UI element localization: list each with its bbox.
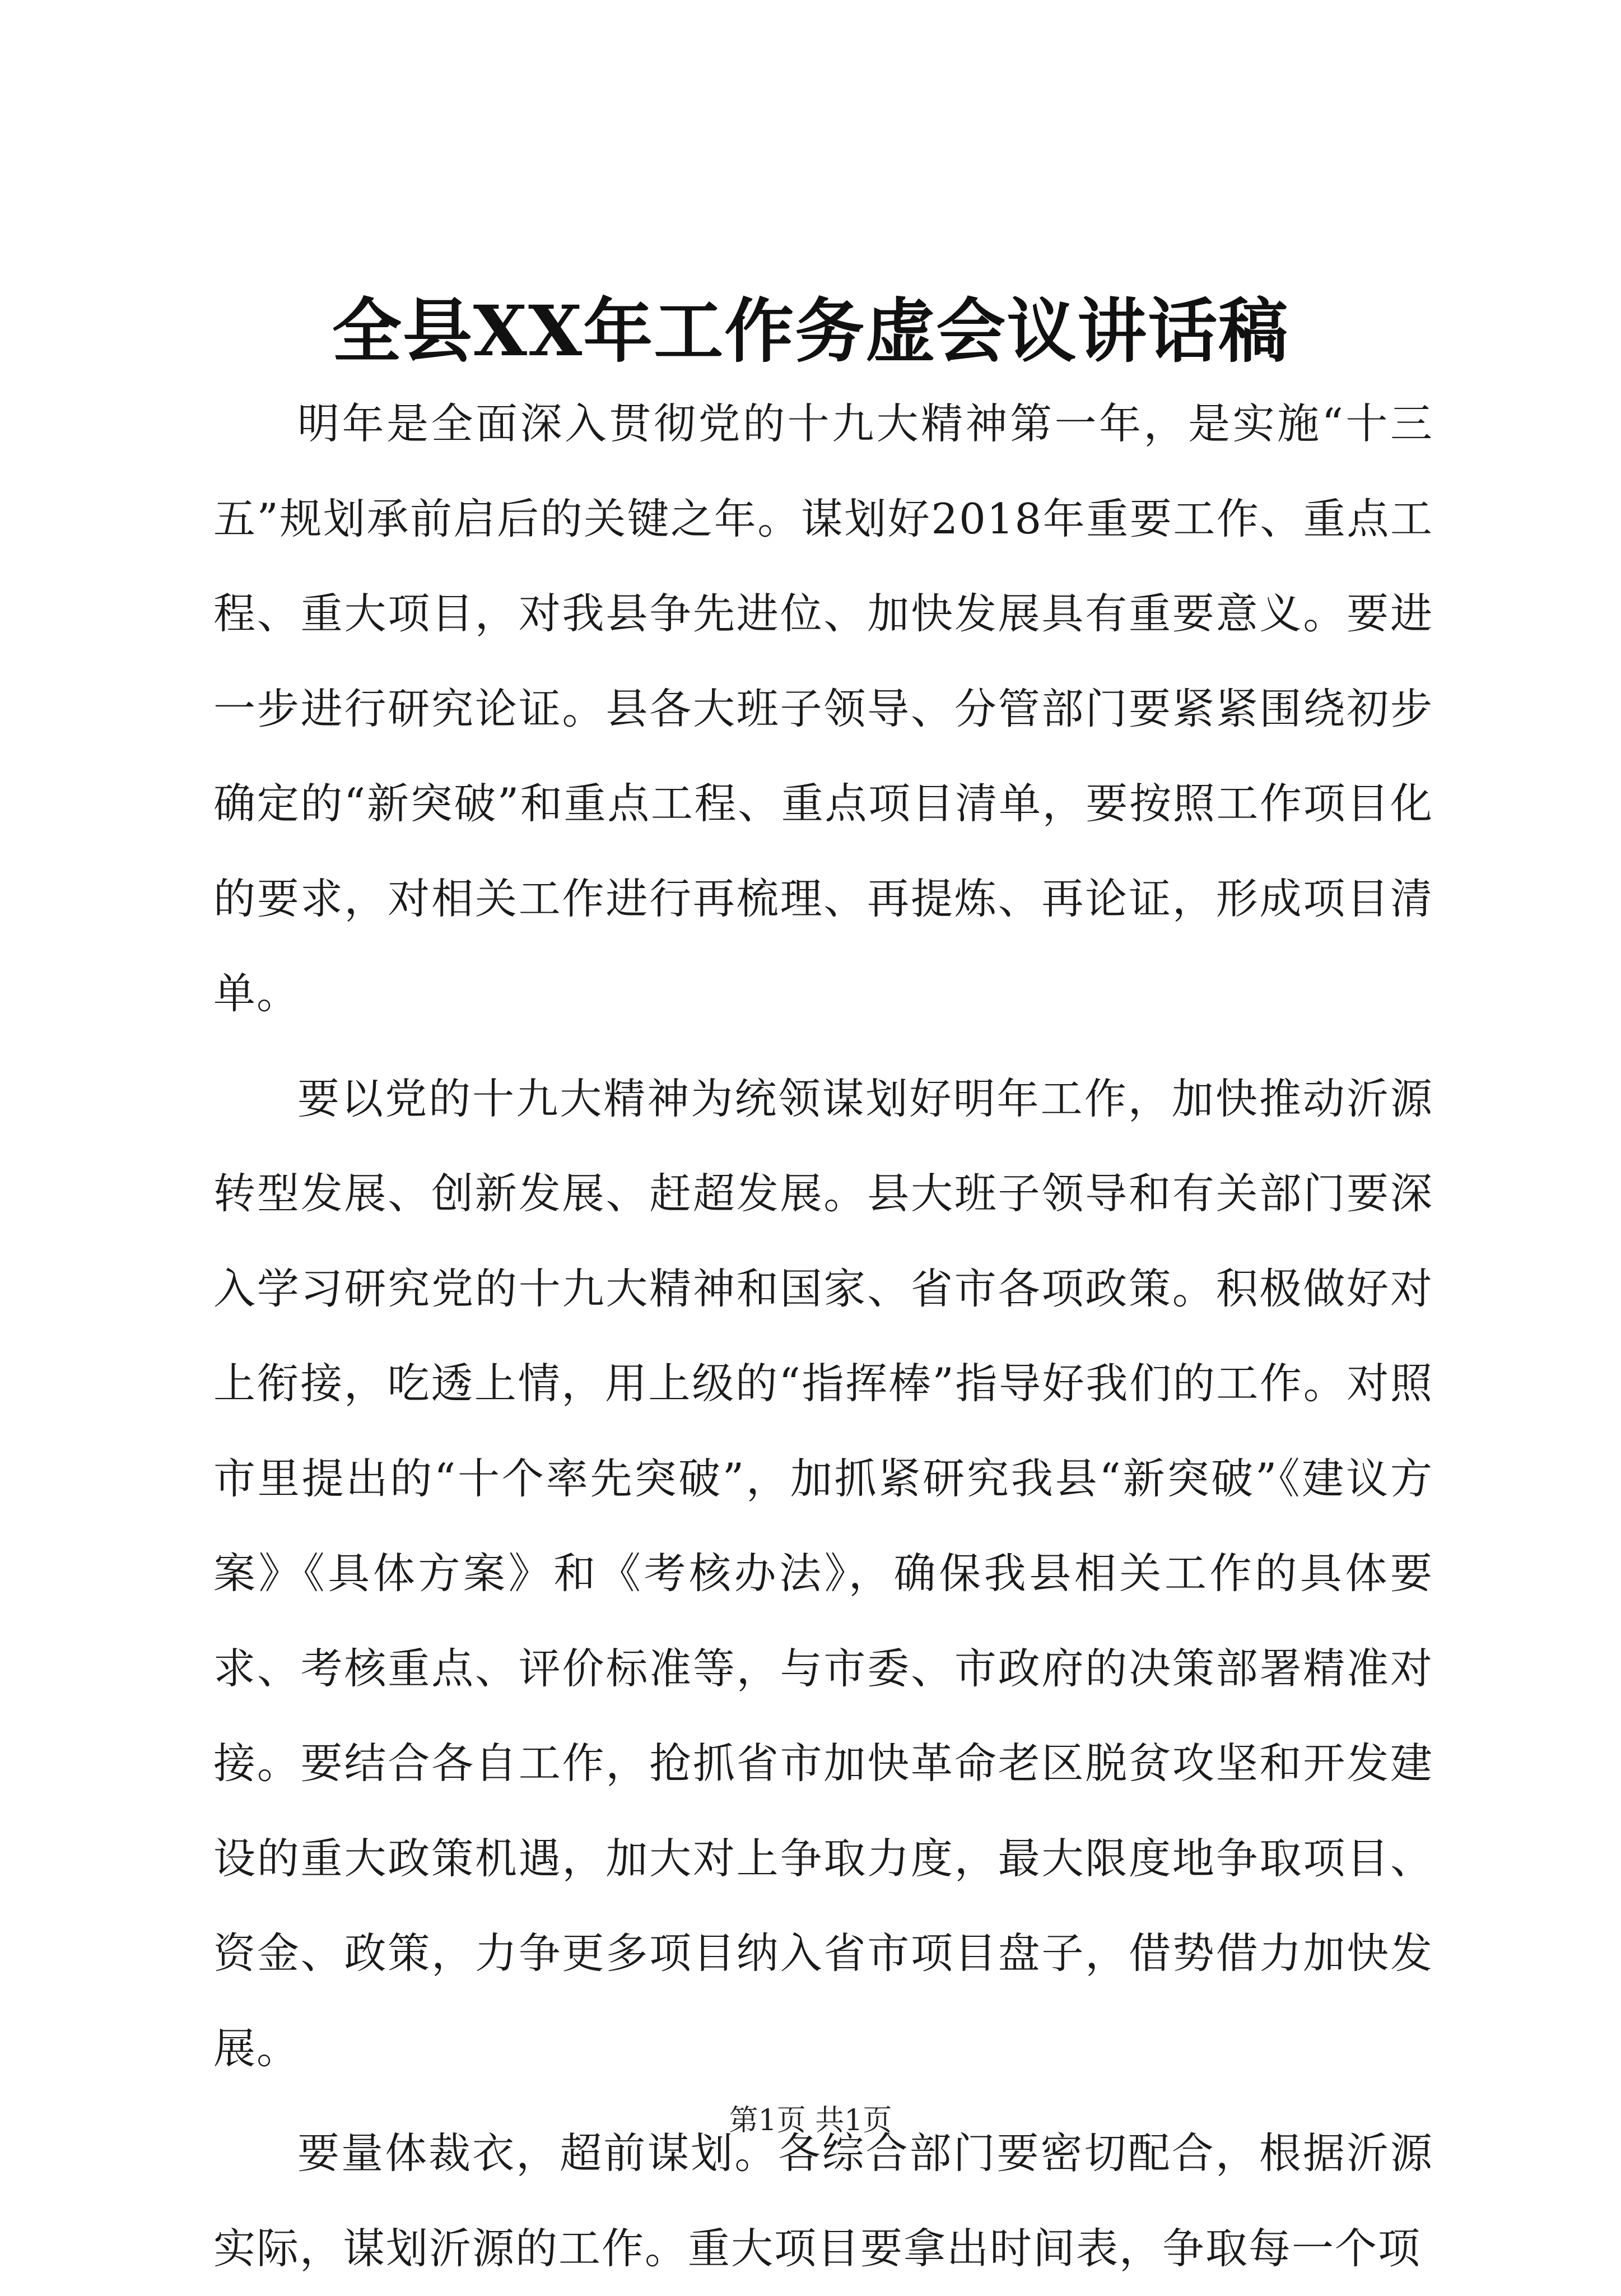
paragraph: 明年是全面深入贯彻党的十九大精神第一年，是实施“十三五”规划承前启后的关键之年。谋划好2018年重要工作、重点工程、重大项目，对我县争先进位、加快发展具有重要意义。要进一步进行研究论证。县各大班子领导、分管部门要紧紧围绕初步确定的“新突破”和重点工程、重点项目清单，要按照工作项目化的要求，对相关工作进行再梳理、再提炼、再论证，形成项目清单。 (213, 399, 1433, 1018)
document-body (213, 377, 1433, 2296)
document-title: 全县XX年工作务虚会议讲话稿 (332, 291, 1289, 372)
page-footer: 第1页 共1页 (729, 2104, 892, 2137)
paragraph: 要以党的十九大精神为统领谋划好明年工作，加快推动沂源转型发展、创新发展、赶超发展。县大班子领导和有关部门要深入学习研究党的十九大精神和国家、省市各项政策。积极做好对上衔接，吃透上情，用上级的“指挥棒”指导好我们的工作。对照市里提出的“十个率先突破”，加抓紧研究我县“新突破”《建议方案》《具体方案》和《考核办法》，确保我县相关工作的具体要求、考核重点、评价标准等，与市委、市政府的决策部署精准对接。要结合各自工作，抢抓省市加快革命老区脱贫攻坚和开发建设的重大政策机遇，加大对上争取力度，最大限度地争取项目、资金、政策，力争更多项目纳入省市项目盘子，借势借力加快发展。 (213, 1073, 1433, 2073)
paragraph: 要量体裁衣，超前谋划。各综合部门要密切配合，根据沂源实际，谋划沂源的工作。重大项目要拿出时间表，争取每一个项 (213, 2128, 1433, 2273)
